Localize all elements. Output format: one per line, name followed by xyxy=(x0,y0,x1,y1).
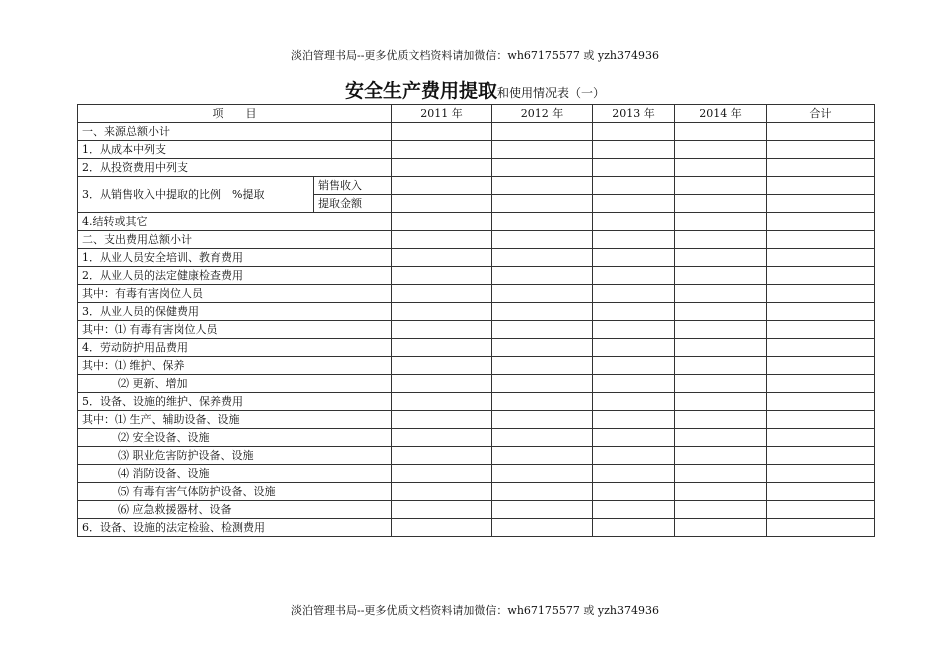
expense-table xyxy=(77,104,875,537)
col-header-2012: 2012 年 xyxy=(492,105,593,123)
table-cell[interactable] xyxy=(593,429,675,447)
table-cell[interactable] xyxy=(392,159,492,177)
table-cell[interactable] xyxy=(492,375,593,393)
table-cell[interactable] xyxy=(593,249,675,267)
table-row xyxy=(78,303,875,321)
document-title xyxy=(0,76,950,103)
table-cell[interactable] xyxy=(392,411,492,429)
table-cell[interactable] xyxy=(392,231,492,249)
table-cell[interactable] xyxy=(767,357,875,375)
table-cell[interactable] xyxy=(392,357,492,375)
table-cell[interactable] xyxy=(492,267,593,285)
table-row xyxy=(78,249,875,267)
table-cell[interactable] xyxy=(767,321,875,339)
table-cell[interactable] xyxy=(392,213,492,231)
table-cell[interactable] xyxy=(593,519,675,537)
table-cell[interactable] xyxy=(392,195,492,213)
table-cell[interactable] xyxy=(675,501,767,519)
table-cell[interactable] xyxy=(593,393,675,411)
table-cell[interactable] xyxy=(593,411,675,429)
table-cell[interactable] xyxy=(767,393,875,411)
col-header-2013: 2013 年 xyxy=(593,105,675,123)
table-cell[interactable] xyxy=(492,321,593,339)
table-cell[interactable] xyxy=(492,249,593,267)
col-header-2011: 2011 年 xyxy=(392,105,492,123)
table-cell[interactable] xyxy=(392,285,492,303)
row-label: 一、来源总额小计 xyxy=(78,123,392,141)
table-cell[interactable] xyxy=(593,465,675,483)
table-cell[interactable] xyxy=(492,411,593,429)
table-cell[interactable] xyxy=(492,123,593,141)
row-label: 其中：有毒有害岗位人员 xyxy=(78,285,392,303)
table-cell[interactable] xyxy=(492,393,593,411)
table-cell[interactable] xyxy=(492,339,593,357)
row-label: 3．从销售收入中提取的比例 %提取 xyxy=(78,177,314,213)
table-cell[interactable] xyxy=(593,321,675,339)
title-sub: 和使用情况表（一） xyxy=(497,86,606,100)
table-row xyxy=(78,123,875,141)
row-label: ⑸ 有毒有害气体防护设备、设施 xyxy=(78,483,392,501)
col-header-item: 项 目 xyxy=(78,105,392,123)
row-label: ⑵ 安全设备、设施 xyxy=(78,429,392,447)
table-cell[interactable] xyxy=(392,501,492,519)
table-row xyxy=(78,393,875,411)
table-cell[interactable] xyxy=(392,483,492,501)
table-cell[interactable] xyxy=(492,285,593,303)
row-label: 其中：⑴ 生产、辅助设备、设施 xyxy=(78,411,392,429)
table-cell[interactable] xyxy=(675,393,767,411)
table-row xyxy=(78,375,875,393)
table-cell[interactable] xyxy=(492,465,593,483)
table-cell[interactable] xyxy=(767,447,875,465)
table-cell[interactable] xyxy=(492,159,593,177)
table-cell[interactable] xyxy=(675,213,767,231)
table-row xyxy=(78,465,875,483)
table-cell[interactable] xyxy=(392,465,492,483)
table-cell[interactable] xyxy=(675,519,767,537)
table-cell[interactable] xyxy=(675,159,767,177)
col-header-total: 合计 xyxy=(767,105,875,123)
table-cell[interactable] xyxy=(593,483,675,501)
table-row xyxy=(78,447,875,465)
table-cell[interactable] xyxy=(593,501,675,519)
table-cell[interactable] xyxy=(492,429,593,447)
table-cell[interactable] xyxy=(767,249,875,267)
table-cell[interactable] xyxy=(675,195,767,213)
header-note: 淡泊管理书局--更多优质文档资料请加微信：wh67175577 或 yzh374936 xyxy=(291,49,659,62)
table-row xyxy=(78,285,875,303)
table-cell[interactable] xyxy=(675,285,767,303)
table-cell[interactable] xyxy=(492,303,593,321)
title-main: 安全生产费用提取 xyxy=(344,80,497,102)
table-cell[interactable] xyxy=(767,339,875,357)
table-row xyxy=(78,339,875,357)
table-cell[interactable] xyxy=(767,483,875,501)
table-cell[interactable] xyxy=(593,357,675,375)
table-row xyxy=(78,411,875,429)
table-cell[interactable] xyxy=(675,177,767,195)
table-row xyxy=(78,141,875,159)
row-label: 1．从成本中列支 xyxy=(78,141,392,159)
table-row xyxy=(78,519,875,537)
footer-note: 淡泊管理书局--更多优质文档资料请加微信：wh67175577 或 yzh374936 xyxy=(291,604,659,617)
table-cell[interactable] xyxy=(392,267,492,285)
table-cell[interactable] xyxy=(492,195,593,213)
sub-row-label: 提取金额 xyxy=(314,195,392,213)
table-cell[interactable] xyxy=(392,141,492,159)
table-cell[interactable] xyxy=(492,141,593,159)
table-cell[interactable] xyxy=(593,231,675,249)
header-row xyxy=(78,105,875,123)
table-cell[interactable] xyxy=(392,303,492,321)
table-row xyxy=(78,267,875,285)
table-cell[interactable] xyxy=(767,177,875,195)
table-cell[interactable] xyxy=(675,375,767,393)
table-cell[interactable] xyxy=(593,267,675,285)
table-row xyxy=(78,231,875,249)
table-cell[interactable] xyxy=(767,501,875,519)
table-cell[interactable] xyxy=(593,213,675,231)
table-cell[interactable] xyxy=(593,141,675,159)
row-label: 5．设备、设施的维护、保养费用 xyxy=(78,393,392,411)
table-row xyxy=(78,321,875,339)
row-label: 1．从业人员安全培训、教育费用 xyxy=(78,249,392,267)
table-cell[interactable] xyxy=(767,429,875,447)
table-row xyxy=(78,177,875,195)
table-cell[interactable] xyxy=(675,429,767,447)
table-cell[interactable] xyxy=(767,159,875,177)
table-cell[interactable] xyxy=(767,519,875,537)
row-label: 6．设备、设施的法定检验、检测费用 xyxy=(78,519,392,537)
table-cell[interactable] xyxy=(767,195,875,213)
table-cell[interactable] xyxy=(675,339,767,357)
table-cell[interactable] xyxy=(492,483,593,501)
table-cell[interactable] xyxy=(392,375,492,393)
table-cell[interactable] xyxy=(593,195,675,213)
table-row xyxy=(78,357,875,375)
table-cell[interactable] xyxy=(675,123,767,141)
table-cell[interactable] xyxy=(675,465,767,483)
table-cell[interactable] xyxy=(593,303,675,321)
table-cell[interactable] xyxy=(593,375,675,393)
table-cell[interactable] xyxy=(675,231,767,249)
table-cell[interactable] xyxy=(492,231,593,249)
table-row xyxy=(78,483,875,501)
table-cell[interactable] xyxy=(675,447,767,465)
table-cell[interactable] xyxy=(675,141,767,159)
sub-row-label: 销售收入 xyxy=(314,177,392,195)
table-cell[interactable] xyxy=(767,465,875,483)
table-cell[interactable] xyxy=(492,213,593,231)
table-cell[interactable] xyxy=(675,483,767,501)
row-label: 2．从投资费用中列支 xyxy=(78,159,392,177)
table-cell[interactable] xyxy=(767,285,875,303)
table-cell[interactable] xyxy=(593,339,675,357)
table-cell[interactable] xyxy=(492,519,593,537)
table-cell[interactable] xyxy=(675,411,767,429)
table-cell[interactable] xyxy=(392,249,492,267)
table-row xyxy=(78,159,875,177)
table-cell[interactable] xyxy=(767,411,875,429)
table-cell[interactable] xyxy=(593,447,675,465)
table-cell[interactable] xyxy=(675,267,767,285)
table-cell[interactable] xyxy=(675,249,767,267)
table-row xyxy=(78,501,875,519)
table-cell[interactable] xyxy=(767,303,875,321)
table-cell[interactable] xyxy=(492,357,593,375)
table-cell[interactable] xyxy=(392,321,492,339)
table-row xyxy=(78,213,875,231)
table-cell[interactable] xyxy=(392,447,492,465)
row-label: 3．从业人员的保健费用 xyxy=(78,303,392,321)
row-label: ⑹ 应急救援器材、设备 xyxy=(78,501,392,519)
table-cell[interactable] xyxy=(593,285,675,303)
table-cell[interactable] xyxy=(492,177,593,195)
table-cell[interactable] xyxy=(392,123,492,141)
table-cell[interactable] xyxy=(492,447,593,465)
row-label: 其中：⑴ 维护、保养 xyxy=(78,357,392,375)
table-row xyxy=(78,429,875,447)
table-cell[interactable] xyxy=(675,321,767,339)
table-cell[interactable] xyxy=(675,357,767,375)
table-cell[interactable] xyxy=(767,375,875,393)
table-cell[interactable] xyxy=(492,501,593,519)
table-cell[interactable] xyxy=(767,141,875,159)
table-cell[interactable] xyxy=(767,123,875,141)
row-label: ⑵ 更新、增加 xyxy=(78,375,392,393)
row-label: 其中：⑴ 有毒有害岗位人员 xyxy=(78,321,392,339)
table-cell[interactable] xyxy=(392,393,492,411)
table-cell[interactable] xyxy=(392,177,492,195)
table-cell[interactable] xyxy=(392,339,492,357)
row-label: 4．劳动防护用品费用 xyxy=(78,339,392,357)
table-cell[interactable] xyxy=(593,159,675,177)
table-cell[interactable] xyxy=(593,123,675,141)
row-label: ⑷ 消防设备、设施 xyxy=(78,465,392,483)
col-header-2014: 2014 年 xyxy=(675,105,767,123)
table-cell[interactable] xyxy=(767,231,875,249)
row-label: ⑶ 职业危害防护设备、设施 xyxy=(78,447,392,465)
table-cell[interactable] xyxy=(593,177,675,195)
table-cell[interactable] xyxy=(767,267,875,285)
table-cell[interactable] xyxy=(392,519,492,537)
row-label: 二、支出费用总额小计 xyxy=(78,231,392,249)
row-label: 4.结转或其它 xyxy=(78,213,392,231)
row-label: 2．从业人员的法定健康检查费用 xyxy=(78,267,392,285)
table-cell[interactable] xyxy=(675,303,767,321)
table-cell[interactable] xyxy=(767,213,875,231)
table-cell[interactable] xyxy=(392,429,492,447)
